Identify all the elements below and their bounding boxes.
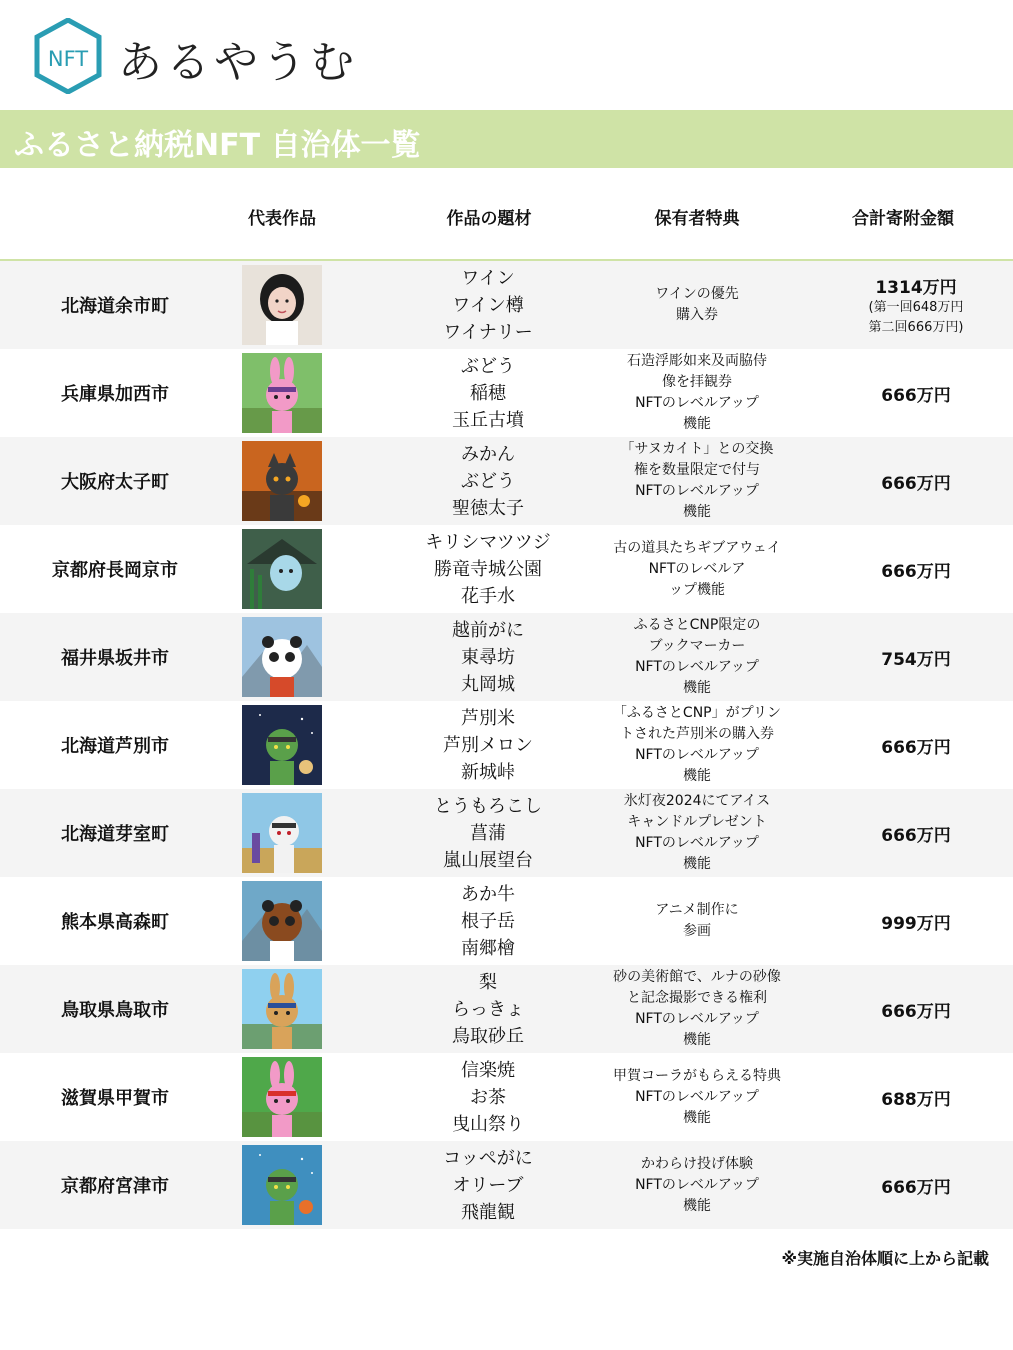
subject-cell bbox=[390, 525, 586, 613]
benefit-line: NFTのレベルアップ bbox=[635, 1176, 759, 1193]
benefit-line: NFTのレベルアップ bbox=[635, 395, 759, 411]
artwork-thumbnail-image bbox=[242, 353, 322, 433]
artwork-cell bbox=[230, 261, 334, 349]
table-row bbox=[0, 261, 1013, 349]
benefit-line: 氷灯夜2024にてアイス bbox=[623, 793, 771, 809]
benefit-cell bbox=[596, 613, 798, 701]
subject-line: らっきょ bbox=[452, 998, 524, 1020]
amount-value: 666万円 bbox=[881, 385, 951, 406]
subject-line: あか牛 bbox=[461, 883, 515, 905]
municipality-name: 鳥取県鳥取市 bbox=[61, 1000, 169, 1021]
subject-cell bbox=[390, 437, 586, 525]
benefit-line: NFTのレベルアップ bbox=[635, 659, 759, 675]
benefit-line: 機能 bbox=[683, 1109, 711, 1126]
benefit-line: 「サヌカイト」との交換 bbox=[620, 441, 774, 457]
amount-cell bbox=[818, 1053, 1013, 1141]
artwork-thumbnail-image bbox=[242, 441, 322, 521]
nft-logo-icon bbox=[34, 18, 102, 94]
benefit-line: NFTのレベルアップ bbox=[635, 1011, 759, 1027]
benefit-line: 古の道具たちギブアウェイ bbox=[613, 539, 781, 556]
benefit-line: ップ機能 bbox=[669, 581, 725, 598]
amount-cell bbox=[818, 349, 1013, 437]
subject-line: 新城峠 bbox=[461, 761, 515, 783]
subject-line: 東尋坊 bbox=[461, 646, 515, 668]
subject-cell bbox=[390, 349, 586, 437]
subject-line: キリシマツツジ bbox=[425, 531, 551, 553]
amount-cell bbox=[818, 789, 1013, 877]
artwork-thumbnail-image bbox=[242, 969, 322, 1049]
amount-note: 第二回666万円) bbox=[868, 319, 964, 335]
table-row bbox=[0, 789, 1013, 877]
table-row bbox=[0, 437, 1013, 525]
benefit-line: 機能 bbox=[683, 1032, 711, 1048]
table-row bbox=[0, 1141, 1013, 1229]
subject-line: みかん bbox=[461, 443, 515, 465]
amount-cell bbox=[818, 613, 1013, 701]
amount-note: (第一回648万円 bbox=[868, 299, 964, 315]
table-row bbox=[0, 613, 1013, 701]
subject-line: 芦別メロン bbox=[443, 734, 533, 756]
subject-line: とうもろこし bbox=[434, 795, 542, 817]
artwork-cell bbox=[230, 1053, 334, 1141]
subject-line: 鳥取砂丘 bbox=[452, 1025, 524, 1047]
municipality-name: 兵庫県加西市 bbox=[61, 384, 169, 405]
subject-line: ワイン樽 bbox=[452, 294, 524, 316]
subject-line: 梨 bbox=[479, 971, 497, 993]
benefit-cell bbox=[596, 1141, 798, 1229]
subject-cell bbox=[390, 613, 586, 701]
table-row bbox=[0, 1053, 1013, 1141]
subject-line: 菖蒲 bbox=[470, 822, 506, 844]
artwork-thumbnail-image bbox=[242, 617, 322, 697]
subject-line: 玉丘古墳 bbox=[452, 409, 524, 431]
artwork-thumbnail-image bbox=[242, 881, 322, 961]
benefit-line: 機能 bbox=[683, 416, 711, 432]
benefit-cell bbox=[596, 1053, 798, 1141]
subject-line: ぶどう bbox=[461, 355, 515, 377]
amount-value: 688万円 bbox=[881, 1089, 951, 1110]
municipality-name: 福井県坂井市 bbox=[61, 648, 169, 669]
benefit-cell bbox=[596, 701, 798, 789]
municipality-name: 熊本県高森町 bbox=[61, 912, 169, 933]
subject-cell bbox=[390, 789, 586, 877]
amount-value: 666万円 bbox=[881, 1001, 951, 1022]
amount-value: 666万円 bbox=[881, 737, 951, 758]
subject-line: ワイナリー bbox=[443, 321, 533, 343]
benefit-line: 「ふるさとCNP」がプリン bbox=[612, 705, 782, 721]
benefit-line: 参画 bbox=[683, 923, 711, 939]
subject-line: 信楽焼 bbox=[461, 1059, 515, 1081]
benefit-cell bbox=[596, 261, 798, 349]
benefit-line: NFTのレベルアップ bbox=[635, 835, 759, 851]
subject-line: ぶどう bbox=[461, 470, 515, 492]
amount-value: 666万円 bbox=[881, 1177, 951, 1198]
subject-line: オリーブ bbox=[452, 1174, 524, 1196]
benefit-cell bbox=[596, 525, 798, 613]
municipality-name: 北海道芽室町 bbox=[61, 824, 169, 845]
subject-cell bbox=[390, 1141, 586, 1229]
benefit-cell bbox=[596, 349, 798, 437]
benefit-line: アニメ制作に bbox=[655, 902, 739, 918]
amount-value: 754万円 bbox=[881, 649, 951, 670]
subject-line: 勝竜寺城公園 bbox=[434, 558, 542, 580]
benefit-cell bbox=[596, 437, 798, 525]
subject-line: ワイン bbox=[461, 267, 515, 289]
artwork-thumbnail-image bbox=[242, 1057, 322, 1137]
benefit-cell bbox=[596, 877, 798, 965]
amount-cell bbox=[818, 1141, 1013, 1229]
subject-cell bbox=[390, 877, 586, 965]
column-header-benefit: 保有者特典 bbox=[654, 209, 740, 229]
artwork-cell bbox=[230, 789, 334, 877]
artwork-cell bbox=[230, 613, 334, 701]
benefit-line: トされた芦別米の購入券 bbox=[620, 726, 774, 742]
amount-value: 666万円 bbox=[881, 825, 951, 846]
table-row bbox=[0, 525, 1013, 613]
artwork-thumbnail-image bbox=[242, 1145, 322, 1225]
subject-line: 聖徳太子 bbox=[452, 497, 524, 519]
benefit-line: キャンドルプレゼント bbox=[627, 814, 767, 830]
benefit-line: ブックマーカー bbox=[648, 638, 746, 654]
benefit-line: と記念撮影できる権利 bbox=[627, 990, 767, 1006]
subject-line: 根子岳 bbox=[461, 910, 515, 932]
column-header-artwork: 代表作品 bbox=[248, 209, 316, 229]
benefit-cell bbox=[596, 789, 798, 877]
amount-value: 666万円 bbox=[881, 561, 951, 582]
subject-line: 丸岡城 bbox=[461, 673, 515, 695]
benefit-line: NFTのレベルアップ bbox=[635, 747, 759, 763]
benefit-line: 機能 bbox=[683, 1197, 711, 1214]
municipality-name: 滋賀県甲賀市 bbox=[61, 1088, 169, 1109]
subject-line: 嵐山展望台 bbox=[443, 849, 533, 871]
subject-cell bbox=[390, 261, 586, 349]
table-row bbox=[0, 965, 1013, 1053]
benefit-line: 甲賀コーラがもらえる特典 bbox=[613, 1067, 781, 1084]
benefit-line: 権を数量限定で付与 bbox=[634, 462, 760, 478]
municipality-name: 北海道余市町 bbox=[61, 296, 169, 317]
benefit-line: 機能 bbox=[683, 768, 711, 784]
amount-cell bbox=[818, 437, 1013, 525]
benefit-cell bbox=[596, 965, 798, 1053]
benefit-line: ワインの優先 bbox=[655, 286, 739, 302]
subject-cell bbox=[390, 701, 586, 789]
artwork-thumbnail-image bbox=[242, 793, 322, 873]
benefit-line: 機能 bbox=[683, 680, 711, 696]
table-row bbox=[0, 877, 1013, 965]
amount-cell bbox=[818, 525, 1013, 613]
artwork-cell bbox=[230, 701, 334, 789]
benefit-line: NFTのレベルアップ bbox=[635, 483, 759, 499]
amount-cell bbox=[818, 261, 1013, 349]
subject-line: 曳山祭り bbox=[452, 1113, 524, 1135]
artwork-cell bbox=[230, 349, 334, 437]
subject-line: 稲穂 bbox=[470, 382, 506, 404]
title-bar bbox=[0, 110, 1013, 168]
subject-line: コッペがに bbox=[443, 1147, 533, 1169]
artwork-cell bbox=[230, 437, 334, 525]
column-header-subject: 作品の題材 bbox=[446, 209, 532, 229]
benefit-line: NFTのレベルアップ bbox=[635, 1088, 759, 1105]
amount-value: 999万円 bbox=[881, 913, 951, 934]
brand-name: あるやうむ bbox=[118, 37, 358, 88]
subject-line: 飛龍観 bbox=[461, 1201, 515, 1223]
benefit-line: 機能 bbox=[683, 504, 711, 520]
table-row bbox=[0, 701, 1013, 789]
amount-value: 1314万円 bbox=[875, 277, 957, 298]
municipality-name: 北海道芦別市 bbox=[61, 736, 169, 757]
artwork-thumbnail-image bbox=[242, 529, 322, 609]
municipality-table bbox=[0, 261, 1013, 1229]
artwork-cell bbox=[230, 525, 334, 613]
benefit-line: かわらけ投げ体験 bbox=[641, 1155, 753, 1172]
artwork-cell bbox=[230, 965, 334, 1053]
benefit-line: 砂の美術館で、ルナの砂像 bbox=[613, 969, 781, 985]
subject-cell bbox=[390, 965, 586, 1053]
footnote: ※実施自治体順に上から記載 bbox=[781, 1249, 989, 1268]
artwork-cell bbox=[230, 1141, 334, 1229]
benefit-line: 像を拝観券 bbox=[662, 374, 732, 390]
header bbox=[0, 0, 1013, 108]
benefit-line: ふるさとCNP限定の bbox=[633, 617, 761, 633]
svg-text:NFT: NFT bbox=[47, 47, 89, 71]
artwork-thumbnail-image bbox=[242, 265, 322, 345]
amount-cell bbox=[818, 701, 1013, 789]
municipality-name: 京都府長岡京市 bbox=[52, 560, 178, 581]
page-title: ふるさと納税NFT 自治体一覧 bbox=[14, 128, 421, 163]
amount-cell bbox=[818, 877, 1013, 965]
subject-line: 南郷檜 bbox=[461, 937, 515, 959]
subject-line: お茶 bbox=[470, 1086, 506, 1108]
table-row bbox=[0, 349, 1013, 437]
amount-cell bbox=[818, 965, 1013, 1053]
municipality-name: 大阪府太子町 bbox=[61, 472, 169, 493]
benefit-line: 機能 bbox=[683, 856, 711, 872]
amount-value: 666万円 bbox=[881, 473, 951, 494]
artwork-thumbnail-image bbox=[242, 705, 322, 785]
column-header-amount: 合計寄附金額 bbox=[852, 209, 954, 229]
subject-line: 芦別米 bbox=[461, 707, 515, 729]
artwork-cell bbox=[230, 877, 334, 965]
subject-cell bbox=[390, 1053, 586, 1141]
benefit-line: 購入券 bbox=[676, 307, 718, 323]
subject-line: 花手水 bbox=[461, 585, 515, 607]
benefit-line: NFTのレベルア bbox=[648, 560, 746, 577]
subject-line: 越前がに bbox=[452, 619, 524, 641]
benefit-line: 石造浮彫如来及両脇侍 bbox=[627, 353, 767, 369]
municipality-name: 京都府宮津市 bbox=[61, 1176, 169, 1197]
